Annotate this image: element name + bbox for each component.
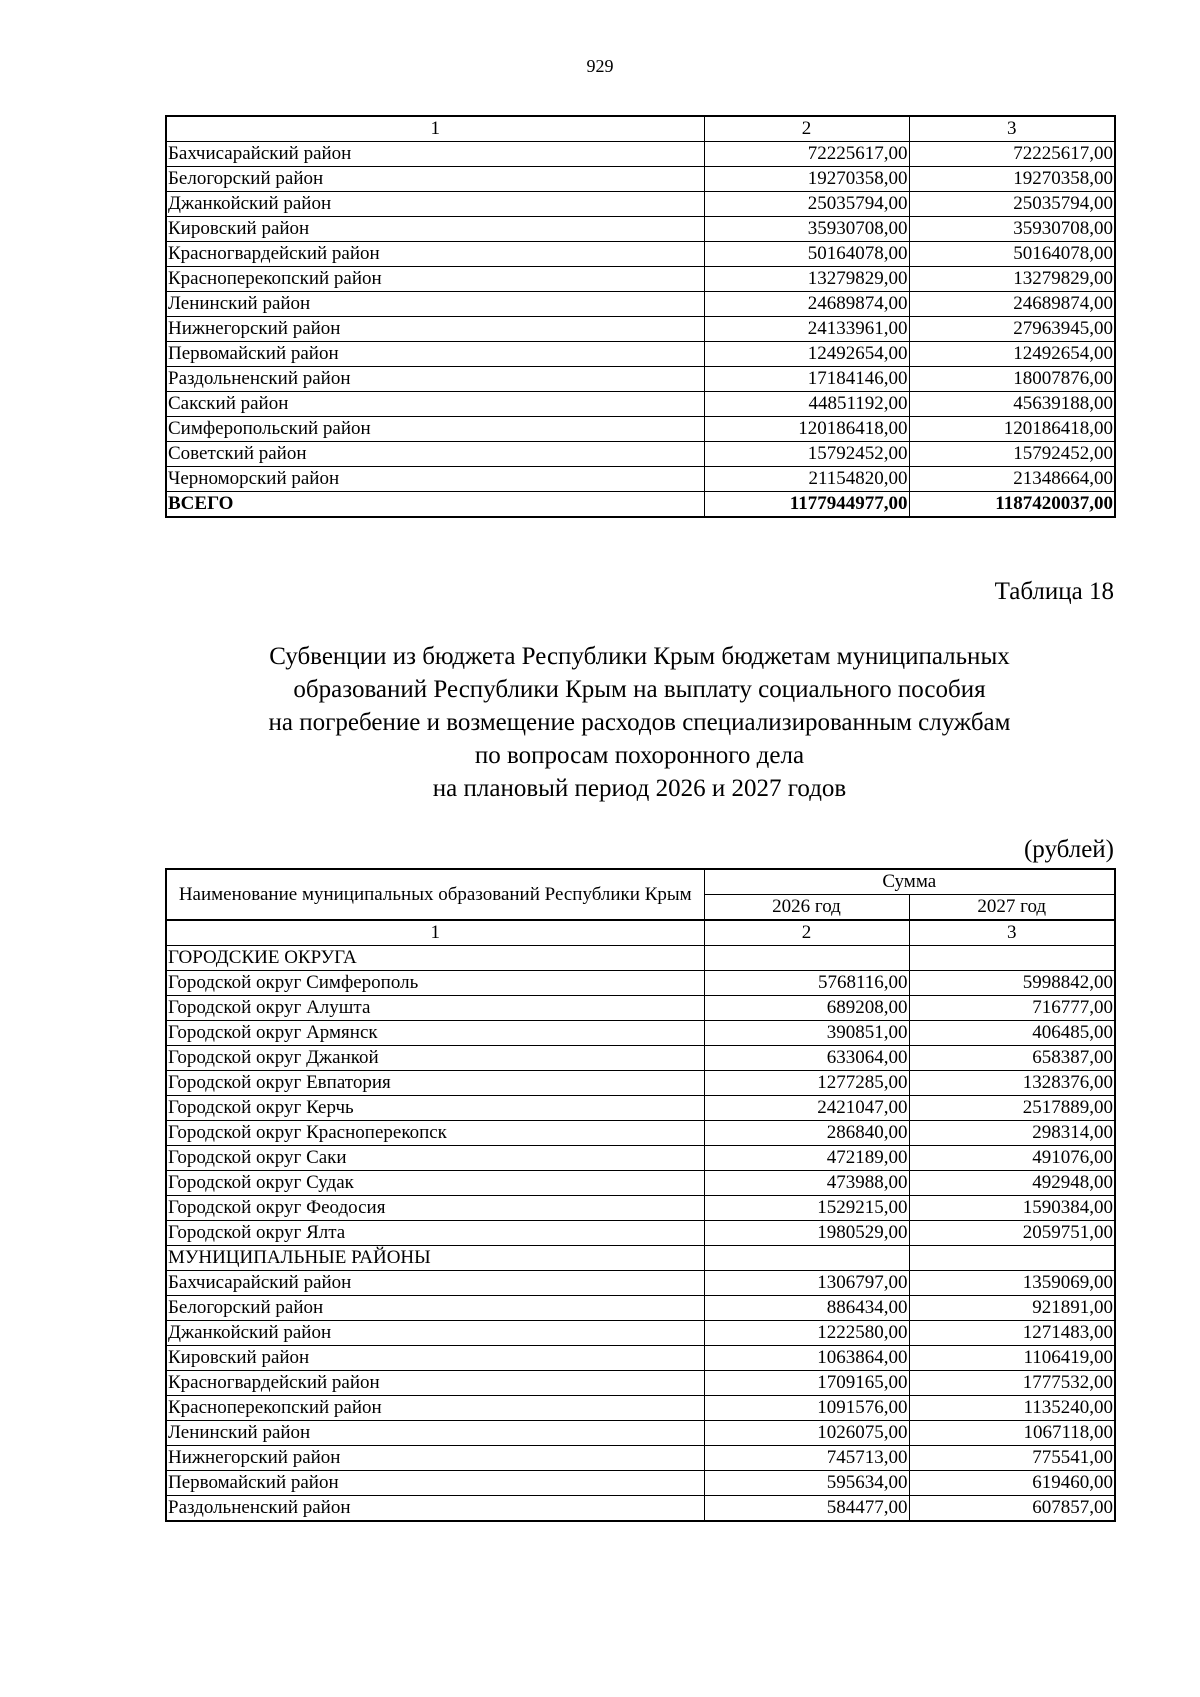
row-value-2026: 24133961,00 xyxy=(704,317,909,342)
row-value-2027: 619460,00 xyxy=(909,1471,1115,1496)
row-name: Городской округ Саки xyxy=(166,1146,704,1171)
section-title: ГОРОДСКИЕ ОКРУГА xyxy=(166,946,704,971)
total-row xyxy=(166,492,1115,518)
row-value-2026: 689208,00 xyxy=(704,996,909,1021)
table-row xyxy=(166,1471,1115,1496)
row-value-2026: 1026075,00 xyxy=(704,1421,909,1446)
table-row xyxy=(166,1346,1115,1371)
table-row xyxy=(166,996,1115,1021)
section-header-row xyxy=(166,946,1115,971)
row-name: Черноморский район xyxy=(166,467,704,492)
row-value-2027: 607857,00 xyxy=(909,1496,1115,1522)
table-row xyxy=(166,417,1115,442)
row-name: Городской округ Красноперекопск xyxy=(166,1121,704,1146)
column-number: 3 xyxy=(909,116,1115,142)
row-value-2027: 1590384,00 xyxy=(909,1196,1115,1221)
table-row xyxy=(166,1446,1115,1471)
row-name: Красногвардейский район xyxy=(166,242,704,267)
row-value-2026: 1177944977,00 xyxy=(704,492,909,518)
row-value-2026: 1980529,00 xyxy=(704,1221,909,1246)
row-value-2026: 44851192,00 xyxy=(704,392,909,417)
table-row xyxy=(166,1321,1115,1346)
row-value-2027: 24689874,00 xyxy=(909,292,1115,317)
header-sum-column: Сумма xyxy=(704,869,1115,895)
row-name: Городской округ Судак xyxy=(166,1171,704,1196)
row-value-2027: 120186418,00 xyxy=(909,417,1115,442)
continued-table xyxy=(165,115,1116,518)
row-value-2026: 21154820,00 xyxy=(704,467,909,492)
row-value-2027: 1777532,00 xyxy=(909,1371,1115,1396)
unit-label: (рублей) xyxy=(1023,836,1114,863)
row-value-2026: 286840,00 xyxy=(704,1121,909,1146)
column-number: 2 xyxy=(704,920,909,946)
table-row xyxy=(166,1171,1115,1196)
table-row xyxy=(166,1071,1115,1096)
row-value-2026: 2421047,00 xyxy=(704,1096,909,1121)
table-row xyxy=(166,317,1115,342)
table-row xyxy=(166,1021,1115,1046)
row-value-2027: 50164078,00 xyxy=(909,242,1115,267)
row-value-2027: 19270358,00 xyxy=(909,167,1115,192)
row-value-2027: 1271483,00 xyxy=(909,1321,1115,1346)
table-row xyxy=(166,1221,1115,1246)
row-name: Кировский район xyxy=(166,1346,704,1371)
table-row xyxy=(166,1146,1115,1171)
row-name: Нижнегорский район xyxy=(166,317,704,342)
row-name: Бахчисарайский район xyxy=(166,142,704,167)
row-name: Красноперекопский район xyxy=(166,267,704,292)
column-number: 3 xyxy=(909,920,1115,946)
row-value-2026: 12492654,00 xyxy=(704,342,909,367)
row-value-2026: 5768116,00 xyxy=(704,971,909,996)
title-line: Субвенции из бюджета Республики Крым бюджетам муниципальных xyxy=(269,643,1010,670)
row-value-2027: 492948,00 xyxy=(909,1171,1115,1196)
row-name: Городской округ Ялта xyxy=(166,1221,704,1246)
row-value-2026: 1063864,00 xyxy=(704,1346,909,1371)
row-value-2026: 24689874,00 xyxy=(704,292,909,317)
row-value-2026: 1306797,00 xyxy=(704,1271,909,1296)
row-name: Первомайский район xyxy=(166,342,704,367)
column-number: 1 xyxy=(166,920,704,946)
row-value-2026: 19270358,00 xyxy=(704,167,909,192)
row-value-2026: 390851,00 xyxy=(704,1021,909,1046)
table-row xyxy=(166,1096,1115,1121)
row-name: Городской округ Симферополь xyxy=(166,971,704,996)
page-number: 929 xyxy=(586,56,614,76)
row-name: Раздольненский район xyxy=(166,1496,704,1522)
row-name: Городской округ Алушта xyxy=(166,996,704,1021)
row-value-2026: 120186418,00 xyxy=(704,417,909,442)
column-number: 2 xyxy=(704,116,909,142)
row-value-2026: 472189,00 xyxy=(704,1146,909,1171)
row-name: Советский район xyxy=(166,442,704,467)
row-value-2026: 15792452,00 xyxy=(704,442,909,467)
row-value-2027: 35930708,00 xyxy=(909,217,1115,242)
row-name: Кировский район xyxy=(166,217,704,242)
row-value-2026: 50164078,00 xyxy=(704,242,909,267)
table-row xyxy=(166,1421,1115,1446)
column-number: 1 xyxy=(166,116,704,142)
row-value-2026: 1091576,00 xyxy=(704,1396,909,1421)
row-value-2026: 13279829,00 xyxy=(704,267,909,292)
title-line: по вопросам похоронного дела xyxy=(474,742,805,769)
table-row xyxy=(166,342,1115,367)
row-name: Городской округ Джанкой xyxy=(166,1046,704,1071)
row-value-2027: 72225617,00 xyxy=(909,142,1115,167)
row-value-2026: 745713,00 xyxy=(704,1446,909,1471)
table-row xyxy=(166,292,1115,317)
table-row xyxy=(166,392,1115,417)
table-title xyxy=(165,640,1114,805)
title-line: на плановый период 2026 и 2027 годов xyxy=(432,775,847,802)
row-name: Городской округ Армянск xyxy=(166,1021,704,1046)
row-value-2026: 595634,00 xyxy=(704,1471,909,1496)
row-value-2027: 1135240,00 xyxy=(909,1396,1115,1421)
empty-cell xyxy=(909,946,1115,971)
row-name: Сакский район xyxy=(166,392,704,417)
row-value-2026: 72225617,00 xyxy=(704,142,909,167)
table-row xyxy=(166,217,1115,242)
row-name: Раздольненский район xyxy=(166,367,704,392)
row-value-2027: 25035794,00 xyxy=(909,192,1115,217)
table-row xyxy=(166,1271,1115,1296)
table-label: Таблица 18 xyxy=(994,578,1114,605)
header-year-2027: 2027 год xyxy=(909,895,1115,921)
row-name: Первомайский район xyxy=(166,1471,704,1496)
row-value-2026: 473988,00 xyxy=(704,1171,909,1196)
row-value-2027: 15792452,00 xyxy=(909,442,1115,467)
empty-cell xyxy=(704,946,909,971)
row-value-2026: 17184146,00 xyxy=(704,367,909,392)
row-value-2027: 1106419,00 xyxy=(909,1346,1115,1371)
column-number-row xyxy=(166,920,1115,946)
table-row xyxy=(166,1396,1115,1421)
row-value-2027: 5998842,00 xyxy=(909,971,1115,996)
table-row xyxy=(166,467,1115,492)
table-row xyxy=(166,1496,1115,1522)
row-value-2026: 1277285,00 xyxy=(704,1071,909,1096)
row-value-2027: 18007876,00 xyxy=(909,367,1115,392)
row-value-2027: 45639188,00 xyxy=(909,392,1115,417)
row-name: Ленинский район xyxy=(166,1421,704,1446)
table-row xyxy=(166,167,1115,192)
row-name: Симферопольский район xyxy=(166,417,704,442)
table-row xyxy=(166,1046,1115,1071)
table-row xyxy=(166,367,1115,392)
row-value-2026: 1709165,00 xyxy=(704,1371,909,1396)
table-row xyxy=(166,1121,1115,1146)
row-value-2027: 12492654,00 xyxy=(909,342,1115,367)
row-name: Джанкойский район xyxy=(166,1321,704,1346)
row-value-2027: 406485,00 xyxy=(909,1021,1115,1046)
table-row xyxy=(166,242,1115,267)
row-value-2027: 1359069,00 xyxy=(909,1271,1115,1296)
empty-cell xyxy=(909,1246,1115,1271)
row-value-2026: 886434,00 xyxy=(704,1296,909,1321)
row-name: Бахчисарайский район xyxy=(166,1271,704,1296)
row-value-2027: 1187420037,00 xyxy=(909,492,1115,518)
row-name: Красногвардейский район xyxy=(166,1371,704,1396)
subvention-table xyxy=(165,868,1116,1522)
row-value-2027: 13279829,00 xyxy=(909,267,1115,292)
row-name: Джанкойский район xyxy=(166,192,704,217)
table-row xyxy=(166,1296,1115,1321)
row-value-2027: 21348664,00 xyxy=(909,467,1115,492)
row-value-2027: 1328376,00 xyxy=(909,1071,1115,1096)
row-value-2027: 658387,00 xyxy=(909,1046,1115,1071)
row-name: Ленинский район xyxy=(166,292,704,317)
row-name: Городской округ Керчь xyxy=(166,1096,704,1121)
section-header-row xyxy=(166,1246,1115,1271)
row-name: Городской округ Евпатория xyxy=(166,1071,704,1096)
row-value-2027: 298314,00 xyxy=(909,1121,1115,1146)
section-title: МУНИЦИПАЛЬНЫЕ РАЙОНЫ xyxy=(166,1246,704,1271)
header-row xyxy=(166,869,1115,895)
table-row xyxy=(166,1196,1115,1221)
row-value-2026: 584477,00 xyxy=(704,1496,909,1522)
column-number-row xyxy=(166,116,1115,142)
title-line: на погребение и возмещение расходов специализированным службам xyxy=(268,709,1011,736)
row-name: Белогорский район xyxy=(166,167,704,192)
row-name: Нижнегорский район xyxy=(166,1446,704,1471)
row-value-2027: 716777,00 xyxy=(909,996,1115,1021)
row-value-2027: 491076,00 xyxy=(909,1146,1115,1171)
table-row xyxy=(166,1371,1115,1396)
row-value-2027: 2517889,00 xyxy=(909,1096,1115,1121)
table-row xyxy=(166,142,1115,167)
row-value-2026: 633064,00 xyxy=(704,1046,909,1071)
title-line: образований Республики Крым на выплату социального пособия xyxy=(293,676,986,703)
row-value-2027: 1067118,00 xyxy=(909,1421,1115,1446)
row-name: Красноперекопский район xyxy=(166,1396,704,1421)
row-value-2027: 775541,00 xyxy=(909,1446,1115,1471)
row-name: Белогорский район xyxy=(166,1296,704,1321)
table-row xyxy=(166,192,1115,217)
table-row xyxy=(166,442,1115,467)
row-value-2027: 921891,00 xyxy=(909,1296,1115,1321)
empty-cell xyxy=(704,1246,909,1271)
header-name-column: Наименование муниципальных образований Республики Крым xyxy=(166,869,704,920)
row-value-2026: 35930708,00 xyxy=(704,217,909,242)
row-value-2026: 25035794,00 xyxy=(704,192,909,217)
table-row xyxy=(166,267,1115,292)
row-value-2027: 27963945,00 xyxy=(909,317,1115,342)
row-value-2026: 1222580,00 xyxy=(704,1321,909,1346)
row-value-2027: 2059751,00 xyxy=(909,1221,1115,1246)
header-year-2026: 2026 год xyxy=(704,895,909,921)
row-name: Городской округ Феодосия xyxy=(166,1196,704,1221)
row-name: ВСЕГО xyxy=(166,492,704,518)
row-value-2026: 1529215,00 xyxy=(704,1196,909,1221)
table-row xyxy=(166,971,1115,996)
